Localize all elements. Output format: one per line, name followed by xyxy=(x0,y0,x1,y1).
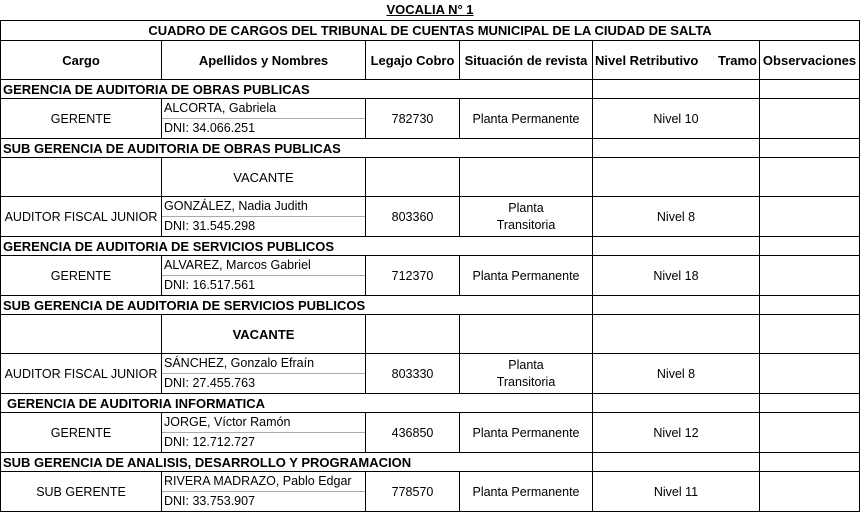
section-name: SUB GERENCIA DE AUDITORIA DE SERVICIOS PUBLICOS xyxy=(1,296,460,315)
legajo-cell: 803360 xyxy=(366,197,460,237)
situacion-cell: Planta Permanente xyxy=(460,472,593,512)
person-dni: DNI: 12.712.727 xyxy=(164,435,256,449)
observaciones-cell xyxy=(760,413,860,453)
cargo-cell: GERENTE xyxy=(1,413,162,453)
cargo-cell: GERENTE xyxy=(1,256,162,296)
name-cell xyxy=(162,197,366,237)
section-name: SUB GERENCIA DE AUDITORIA DE OBRAS PUBLICAS xyxy=(1,139,460,158)
situacion-cell: Planta Transitoria xyxy=(460,197,593,237)
table-row xyxy=(1,99,860,139)
observaciones-cell xyxy=(760,99,860,139)
name-cell xyxy=(162,472,366,512)
name-cell xyxy=(162,256,366,296)
title-text: VOCALIA N° 1 xyxy=(386,2,474,17)
table-row xyxy=(1,315,860,354)
document-title xyxy=(0,0,860,20)
nivel-cell: Nivel 11 xyxy=(593,472,760,512)
name-cell xyxy=(162,99,366,139)
observaciones-cell xyxy=(760,256,860,296)
table-row xyxy=(1,256,860,296)
section-row xyxy=(1,453,860,472)
table-row xyxy=(1,354,860,394)
header-legajo: Legajo Cobro xyxy=(366,41,460,80)
section-row xyxy=(1,296,860,315)
section-name: GERENCIA DE AUDITORIA DE OBRAS PUBLICAS xyxy=(1,80,460,99)
legajo-cell: 803330 xyxy=(366,354,460,394)
observaciones-cell xyxy=(760,197,860,237)
section-row xyxy=(1,80,860,99)
section-row xyxy=(1,237,860,256)
cargo-cell: AUDITOR FISCAL JUNIOR xyxy=(1,197,162,237)
observaciones-cell xyxy=(760,472,860,512)
person-name: RIVERA MADRAZO, Pablo Edgar xyxy=(162,472,365,492)
header-nivel: Nivel Retributivo xyxy=(595,52,699,68)
cargos-table xyxy=(0,20,860,512)
table-subtitle: CUADRO DE CARGOS DEL TRIBUNAL DE CUENTAS MUNICIPAL DE LA CIUDAD DE SALTA xyxy=(1,21,860,41)
section-row xyxy=(1,394,860,413)
table-row xyxy=(1,197,860,237)
nivel-cell: Nivel 8 xyxy=(593,354,760,394)
situacion-cell: Planta Permanente xyxy=(460,256,593,296)
nivel-cell: Nivel 10 xyxy=(593,99,760,139)
table-row xyxy=(1,158,860,197)
cargo-cell: SUB GERENTE xyxy=(1,472,162,512)
name-cell xyxy=(162,354,366,394)
table-row xyxy=(1,472,860,512)
section-row xyxy=(1,139,860,158)
nivel-cell: Nivel 12 xyxy=(593,413,760,453)
person-dni: DNI: 33.753.907 xyxy=(164,494,256,508)
header-apellidos: Apellidos y Nombres xyxy=(162,41,366,80)
section-name: SUB GERENCIA DE ANALISIS, DESARROLLO Y PROGRAMACION xyxy=(1,453,460,472)
legajo-cell: 778570 xyxy=(366,472,460,512)
name-cell xyxy=(162,413,366,453)
table-row xyxy=(1,413,860,453)
vacante-cell: VACANTE xyxy=(162,315,366,354)
nivel-cell: Nivel 8 xyxy=(593,197,760,237)
person-name: JORGE, Víctor Ramón xyxy=(162,413,365,433)
legajo-cell: 436850 xyxy=(366,413,460,453)
section-name: GERENCIA DE AUDITORIA DE SERVICIOS PUBLICOS xyxy=(1,237,460,256)
nivel-cell: Nivel 18 xyxy=(593,256,760,296)
header-cargo: Cargo xyxy=(1,41,162,80)
situacion-cell: Planta Transitoria xyxy=(460,354,593,394)
cargo-cell: GERENTE xyxy=(1,99,162,139)
header-situacion: Situación de revista xyxy=(460,41,593,80)
header-row xyxy=(1,41,860,80)
person-name: ALCORTA, Gabriela xyxy=(162,99,365,119)
situacion-cell: Planta Permanente xyxy=(460,99,593,139)
section-name: GERENCIA DE AUDITORIA INFORMATICA xyxy=(1,394,460,413)
header-tramo: Tramo xyxy=(717,52,757,68)
legajo-cell: 712370 xyxy=(366,256,460,296)
vacante-cell: VACANTE xyxy=(162,158,366,197)
person-dni: DNI: 16.517.561 xyxy=(164,278,256,292)
header-nivel-tramo xyxy=(593,41,760,80)
cargo-cell: AUDITOR FISCAL JUNIOR xyxy=(1,354,162,394)
observaciones-cell xyxy=(760,354,860,394)
person-name: GONZÁLEZ, Nadia Judith xyxy=(162,197,365,217)
person-dni: DNI: 31.545.298 xyxy=(164,219,256,233)
person-dni: DNI: 27.455.763 xyxy=(164,376,256,390)
header-observaciones: Observaciones xyxy=(760,41,860,80)
legajo-cell: 782730 xyxy=(366,99,460,139)
situacion-cell: Planta Permanente xyxy=(460,413,593,453)
person-dni: DNI: 34.066.251 xyxy=(164,121,256,135)
person-name: SÁNCHEZ, Gonzalo Efraín xyxy=(162,354,365,374)
person-name: ALVAREZ, Marcos Gabriel xyxy=(162,256,365,276)
